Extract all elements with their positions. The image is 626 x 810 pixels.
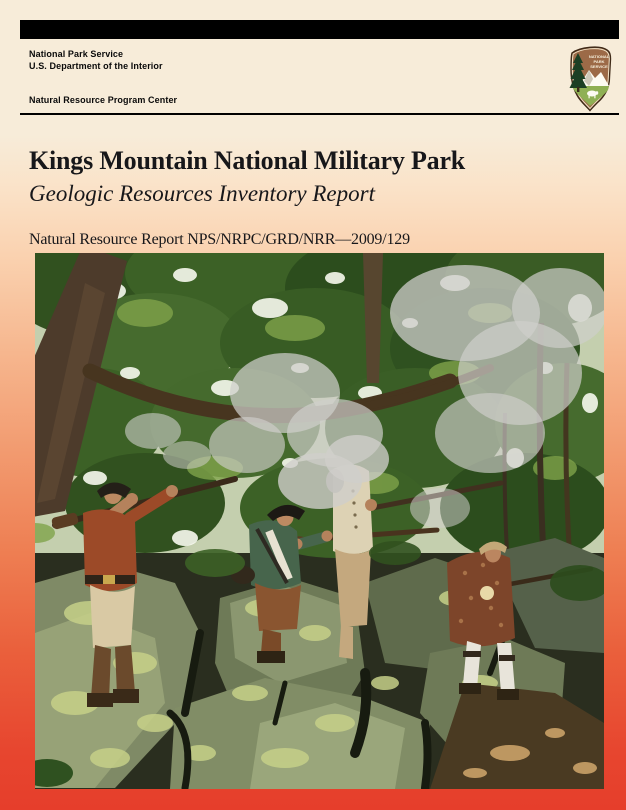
program-center-line: Natural Resource Program Center (29, 95, 178, 105)
agency-line-1: National Park Service (29, 49, 124, 59)
logo-text-park: PARK (593, 59, 605, 64)
bison-head (596, 91, 599, 94)
report-number: Natural Resource Report NPS/NRPC/GRD/NRR—2009/129 (29, 231, 410, 248)
powder-horn (480, 586, 494, 600)
agency-line-2: U.S. Department of the Interior (29, 61, 163, 71)
cover-photo (35, 253, 604, 789)
page-title: Kings Mountain National Military Park (29, 146, 466, 175)
title-block (29, 145, 465, 249)
logo-text-national: NATIONAL (588, 54, 610, 59)
header-rule (20, 113, 619, 115)
top-black-bar (20, 20, 619, 39)
bison-leg (594, 96, 595, 99)
nps-arrowhead-icon (568, 45, 612, 112)
tree-trunk (577, 87, 579, 92)
nps-arrowhead-logo (568, 45, 612, 112)
header (29, 48, 177, 105)
bison-leg (589, 96, 590, 99)
logo-text-service: SERVICE (590, 64, 608, 69)
page-subtitle: Geologic Resources Inventory Report (29, 181, 375, 206)
